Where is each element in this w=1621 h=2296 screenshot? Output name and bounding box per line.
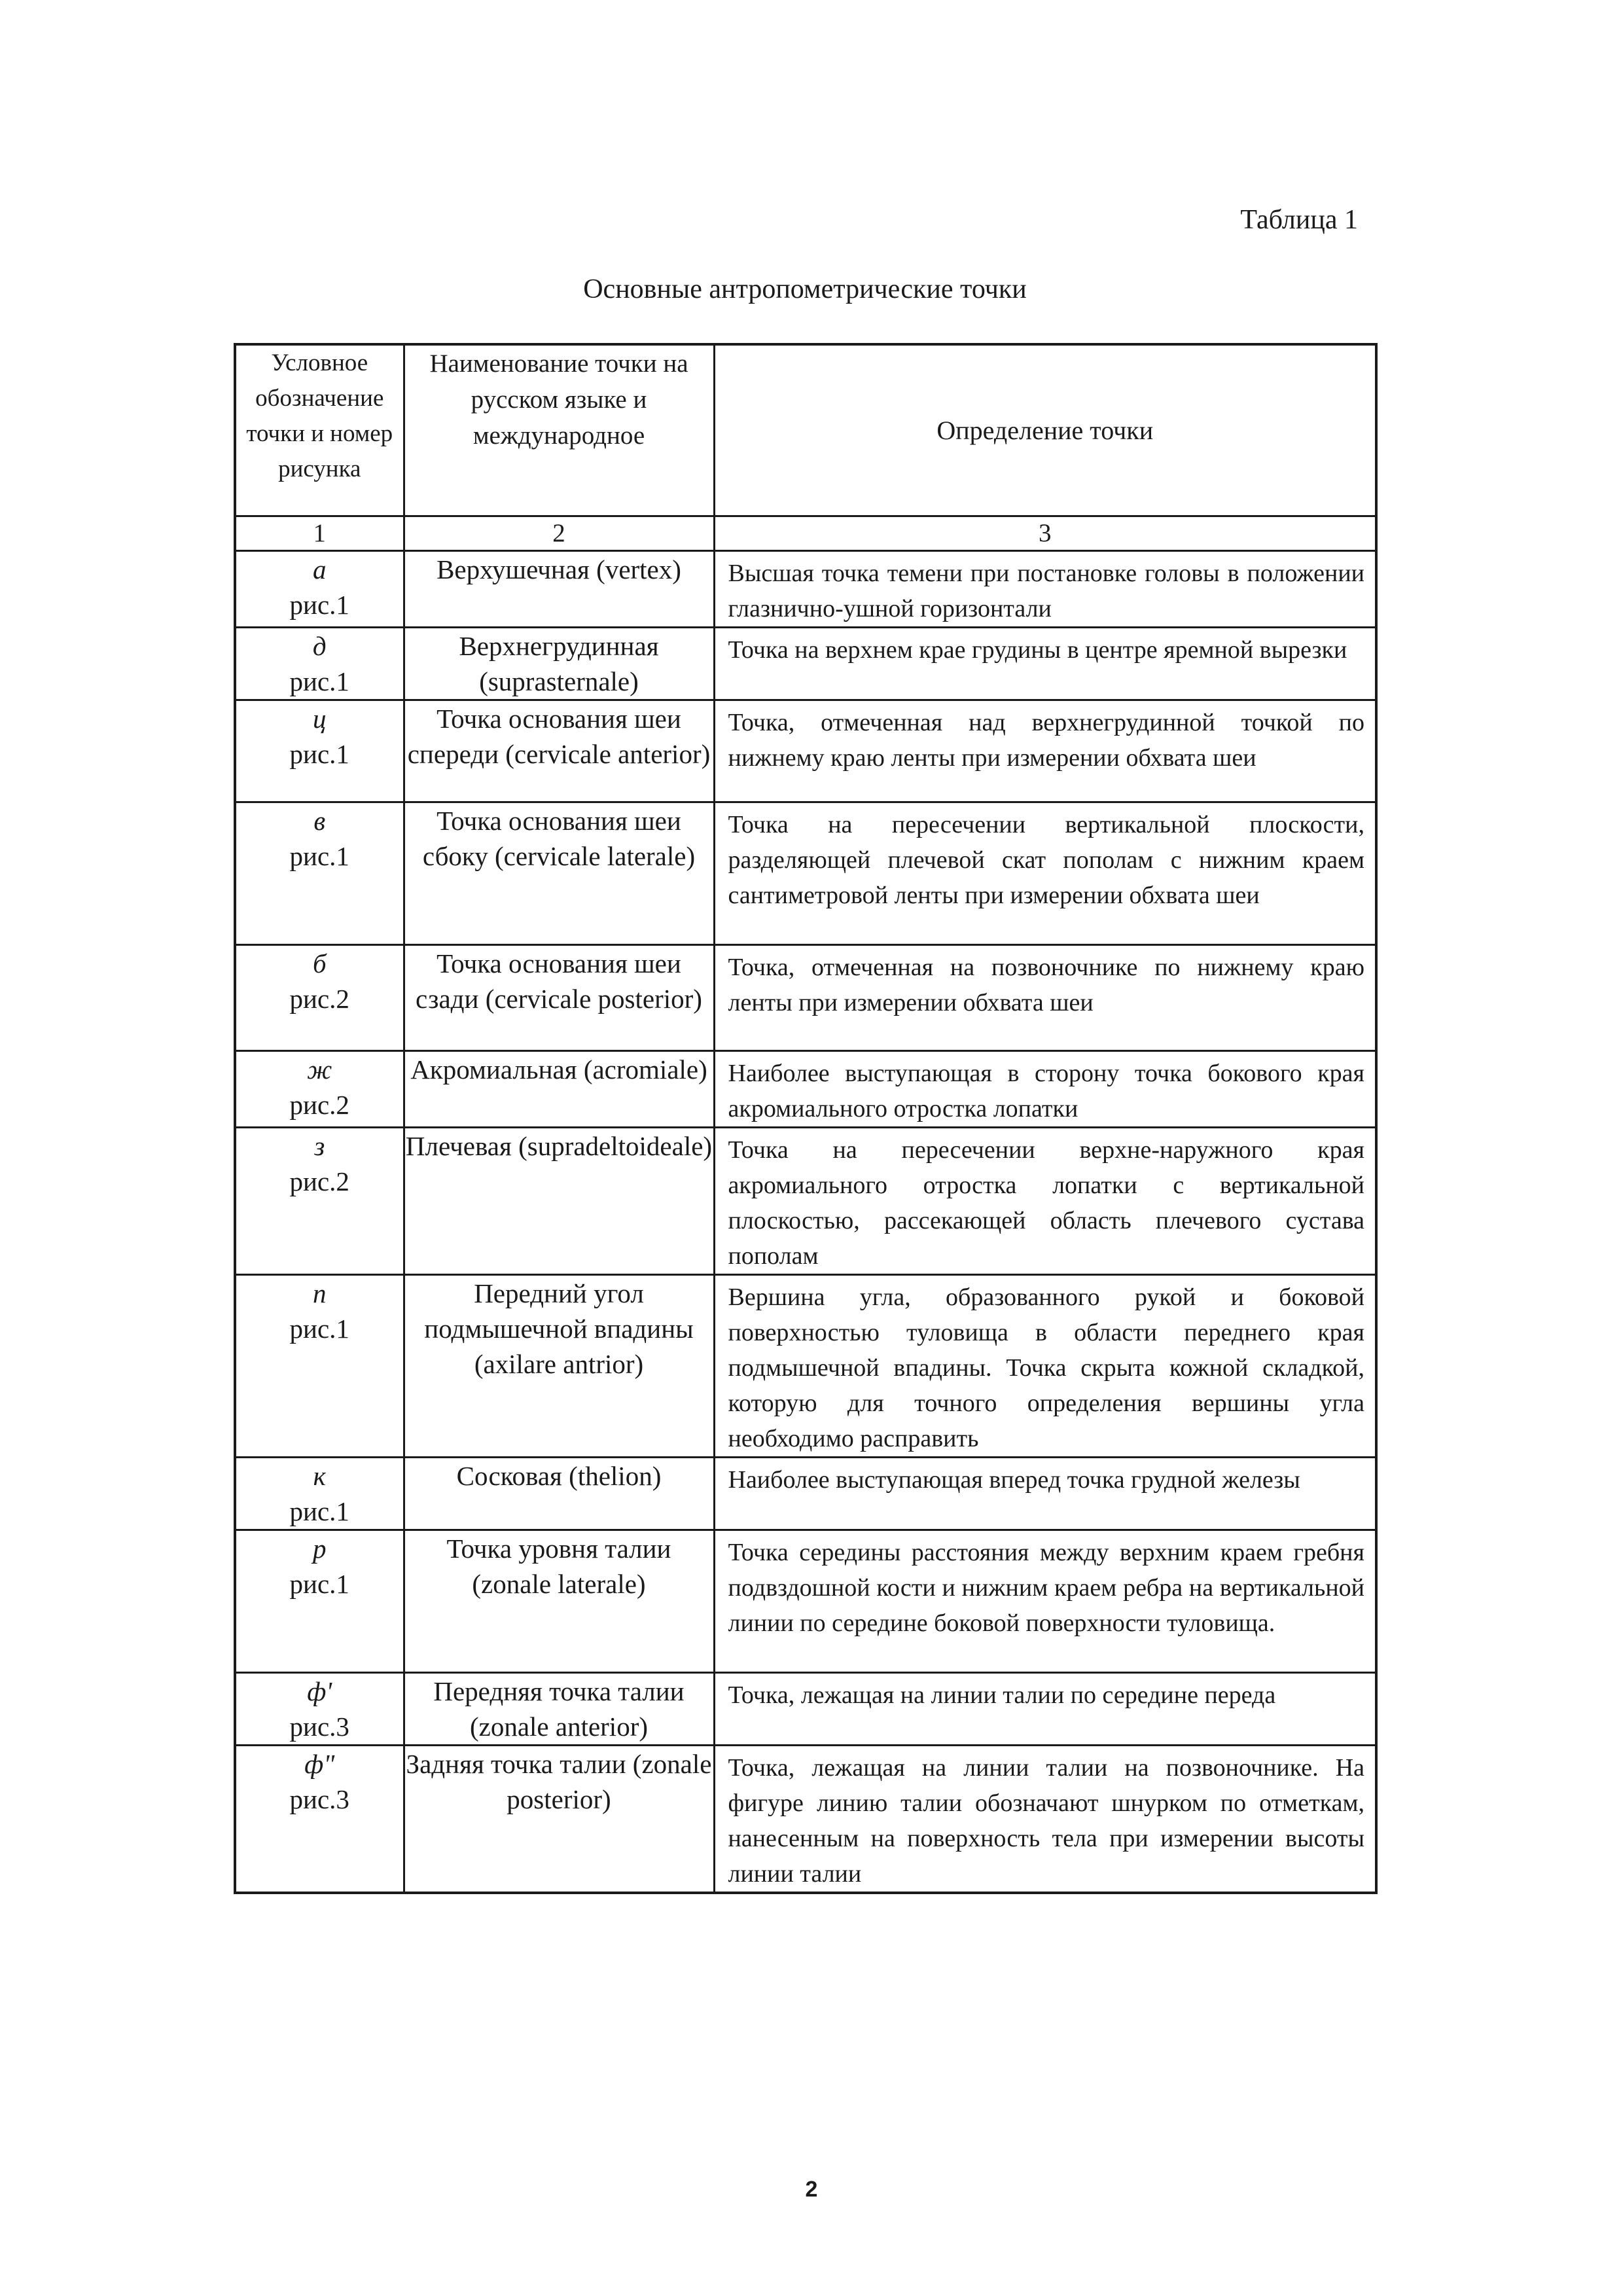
point-name: Точка основания шеи сбоку (cervicale laterale) bbox=[404, 802, 714, 944]
header-definition: Определение точки bbox=[714, 344, 1376, 516]
point-name: Задняя точка талии (zonale posterior) bbox=[404, 1745, 714, 1893]
point-symbol-cell bbox=[235, 1127, 404, 1274]
table-title: Основные антропометрические точки bbox=[583, 274, 1027, 304]
point-symbol-cell bbox=[235, 1745, 404, 1893]
point-symbol-cell bbox=[235, 1274, 404, 1457]
point-symbol-cell bbox=[235, 1457, 404, 1530]
table-body bbox=[235, 550, 1376, 1893]
figure-reference: рис.1 bbox=[289, 1496, 349, 1526]
figure-reference: рис.2 bbox=[289, 1166, 349, 1196]
point-definition: Точка середины расстояния между верхним краем гребня подвздошной кости и нижним краем ребра на вертикальной линии по середине боковой поверхности туловища. bbox=[714, 1530, 1376, 1672]
point-symbol: в bbox=[313, 805, 326, 836]
point-name: Сосковая (thelion) bbox=[404, 1457, 714, 1530]
point-definition: Точка, отмеченная над верхнегрудинной точкой по нижнему краю ленты при измерении обхвата шеи bbox=[714, 700, 1376, 802]
point-symbol: ж bbox=[307, 1054, 332, 1085]
header-name: Наименование точки на русском языке и международное bbox=[404, 344, 714, 516]
table-row bbox=[235, 802, 1376, 944]
point-symbol: а bbox=[313, 554, 327, 584]
header-symbol: Условное обозначение точки и номер рисунка bbox=[235, 344, 404, 516]
column-number: 1 bbox=[235, 516, 404, 550]
point-definition: Точка на пересечении верхне-наружного края акромиального отростка лопатки с вертикальной плоскостью, рассекающей область плечевого сустава пополам bbox=[714, 1127, 1376, 1274]
point-symbol: ц bbox=[313, 703, 327, 734]
anthropometric-points-table bbox=[234, 343, 1378, 1894]
table-row bbox=[235, 1457, 1376, 1530]
table-row bbox=[235, 944, 1376, 1050]
table-row bbox=[235, 1274, 1376, 1457]
figure-reference: рис.1 bbox=[289, 666, 349, 696]
figure-reference: рис.2 bbox=[289, 1089, 349, 1120]
point-definition: Высшая точка темени при постановке головы в положении глазнично-ушной горизонтали bbox=[714, 550, 1376, 627]
point-name: Акромиальная (acromiale) bbox=[404, 1050, 714, 1127]
point-definition: Точка, отмеченная на позвоночнике по нижнему краю ленты при измерении обхвата шеи bbox=[714, 944, 1376, 1050]
point-definition: Точка, лежащая на линии талии по середине переда bbox=[714, 1672, 1376, 1745]
figure-reference: рис.1 bbox=[289, 589, 349, 620]
point-name: Плечевая (supradeltoideale) bbox=[404, 1127, 714, 1274]
point-symbol-cell bbox=[235, 550, 404, 627]
point-definition: Наиболее выступающая вперед точка грудной железы bbox=[714, 1457, 1376, 1530]
point-symbol: ф' bbox=[307, 1676, 332, 1706]
point-name: Передний угол подмышечной впадины (axilare antrior) bbox=[404, 1274, 714, 1457]
table-row bbox=[235, 1050, 1376, 1127]
figure-reference: рис.1 bbox=[289, 840, 349, 871]
figure-reference: рис.2 bbox=[289, 983, 349, 1014]
figure-reference: рис.1 bbox=[289, 1568, 349, 1599]
column-number-row bbox=[235, 516, 1376, 550]
figure-reference: рис.3 bbox=[289, 1711, 349, 1742]
table-label: Таблица 1 bbox=[1240, 205, 1358, 235]
point-symbol: д bbox=[312, 630, 327, 661]
table-row bbox=[235, 700, 1376, 802]
column-number: 2 bbox=[404, 516, 714, 550]
table-row bbox=[235, 1672, 1376, 1745]
point-symbol: б bbox=[312, 948, 327, 978]
point-name: Точка основания шеи сзади (cervicale posterior) bbox=[404, 944, 714, 1050]
point-symbol: р bbox=[313, 1533, 327, 1564]
point-symbol-cell bbox=[235, 1050, 404, 1127]
table-row bbox=[235, 627, 1376, 700]
point-symbol-cell bbox=[235, 627, 404, 700]
point-symbol-cell bbox=[235, 1530, 404, 1672]
point-name: Точка уровня талии (zonale laterale) bbox=[404, 1530, 714, 1672]
table-row bbox=[235, 1530, 1376, 1672]
point-definition: Точка на верхнем крае грудины в центре яремной вырезки bbox=[714, 627, 1376, 700]
point-name: Верхушечная (vertex) bbox=[404, 550, 714, 627]
point-name: Передняя точка талии (zonale anterior) bbox=[404, 1672, 714, 1745]
column-number: 3 bbox=[714, 516, 1376, 550]
table-header-row bbox=[235, 344, 1376, 516]
point-symbol-cell bbox=[235, 700, 404, 802]
point-symbol: з bbox=[314, 1130, 325, 1161]
figure-reference: рис.1 bbox=[289, 1313, 349, 1344]
table-row bbox=[235, 1745, 1376, 1893]
point-symbol: ф" bbox=[304, 1748, 335, 1779]
table-row bbox=[235, 1127, 1376, 1274]
point-symbol: п bbox=[313, 1278, 327, 1308]
point-definition: Наиболее выступающая в сторону точка бокового края акромиального отростка лопатки bbox=[714, 1050, 1376, 1127]
point-symbol: к bbox=[313, 1460, 326, 1491]
point-definition: Точка, лежащая на линии талии на позвоночнике. На фигуре линию талии обозначают шнурком по отметкам, нанесенным на поверхность тела при измерении высоты линии талии bbox=[714, 1745, 1376, 1893]
point-name: Верхнегрудинная (suprasternale) bbox=[404, 627, 714, 700]
point-definition: Вершина угла, образованного рукой и боковой поверхностью туловища в области переднего края подмышечной впадины. Точка скрыта кожной складкой, которую для точного определения вершины угла необходимо расправить bbox=[714, 1274, 1376, 1457]
page-number: 2 bbox=[805, 2177, 818, 2202]
figure-reference: рис.1 bbox=[289, 738, 349, 769]
figure-reference: рис.3 bbox=[289, 1784, 349, 1814]
point-symbol-cell bbox=[235, 802, 404, 944]
point-name: Точка основания шеи спереди (cervicale anterior) bbox=[404, 700, 714, 802]
table-row bbox=[235, 550, 1376, 627]
point-symbol-cell bbox=[235, 1672, 404, 1745]
point-definition: Точка на пересечении вертикальной плоскости, разделяющей плечевой скат пополам с нижним краем сантиметровой ленты при измерении обхвата шеи bbox=[714, 802, 1376, 944]
point-symbol-cell bbox=[235, 944, 404, 1050]
